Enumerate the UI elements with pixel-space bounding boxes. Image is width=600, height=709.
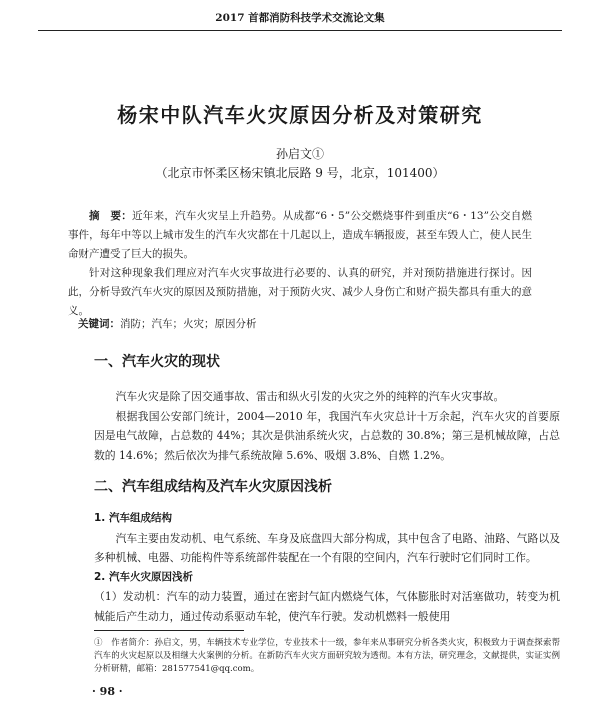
- abstract: [68, 207, 532, 321]
- keywords: [78, 316, 257, 331]
- abstract-para-1: [68, 207, 532, 264]
- section-2-para-1: 汽车主要由发动机、电气系统、车身及底盘四大部分构成，其中包含了电路、油路、气路以及多种机械、电器、功能构件等系统部件装配在一个有限的空间内，汽车行驶时它们同时工作。: [94, 531, 560, 564]
- abstract-text-1: 近年来，汽车火灾呈上升趋势。从成都“6・5”公交燃烧事件到重庆“6・13”公交自燃事件，每年中等以上城市发生的汽车火灾都在十几起以上，造成车辆报废，甚至车毁人亡，使人民生命财产遭受了巨大的损失。: [68, 210, 533, 260]
- running-header: 2017 首都消防科技学术交流论文集: [38, 10, 562, 31]
- section-2-para-2: （1）发动机：汽车的动力装置，通过在密封气缸内燃烧气体，气体膨胀时对活塞做功，转变为机械能后产生动力，通过传动系驱动车轮，使汽车行驶。发动机燃料一般使用: [94, 590, 560, 623]
- keywords-label: 关键词：: [78, 318, 120, 330]
- section-1-para-1: 汽车火灾是除了因交通事故、雷击和纵火引发的火灾之外的纯粹的汽车火灾事故。: [115, 390, 505, 403]
- footnote: [94, 637, 560, 676]
- section-1-body: [94, 387, 560, 465]
- author-name: 孙启文①: [275, 147, 324, 161]
- keywords-text: 消防；汽车；火灾；原因分析: [120, 318, 257, 330]
- footnote-divider: [94, 630, 244, 631]
- abstract-label: 摘 要：: [89, 210, 133, 222]
- section-2-heading: 二、汽车组成结构及汽车火灾原因浅析: [94, 479, 332, 495]
- abstract-para-2: 针对这种现象我们理应对汽车火灾事故进行必要的、认真的研究，并对预防措施进行探讨。因此，分析导致汽车火灾的原因及预防措施，对于预防火灾、减少人身伤亡和财产损失都具有重大的意义。: [68, 267, 532, 317]
- footnote-text: ① 作者简介：孙启文，男，车辆技术专业学位，专业技术十一级，参年来从事研究分析各类火灾，积极致力于调查探索帮汽车的火灾起原以及相继大火案例的分析。在新防汽车火灾方面研究较为透彻。本有方法，研究理念，文献提供，实证实例分析研精，邮箱：281577541@qq.com。: [94, 638, 560, 674]
- subsection-2-heading: 2. 汽车火灾原因浅析: [94, 570, 193, 583]
- paper-title: 杨宋中队汽车火灾原因分析及对策研究: [117, 103, 483, 128]
- page-number: · 98 ·: [92, 685, 123, 698]
- section-2-body: [94, 509, 560, 626]
- section-1-heading: 一、汽车火灾的现状: [94, 354, 220, 370]
- author-affiliation: （北京市怀柔区杨宋镇北辰路 9 号，北京，101400）: [155, 166, 445, 180]
- subsection-1-heading: 1. 汽车组成结构: [94, 512, 172, 524]
- section-1-para-2: 根据我国公安部门统计，2004—2010 年，我国汽车火灾总计十万余起，汽车火灾的首要原因是电气故障，占总数的 44%；其次是供油系统火灾，占总数的 30.8%；第三是机械故障，占总数的 14.6%；然后依次为排气系统故障 5.6%、吸烟 3.8%、自燃 1.2%。: [94, 409, 560, 462]
